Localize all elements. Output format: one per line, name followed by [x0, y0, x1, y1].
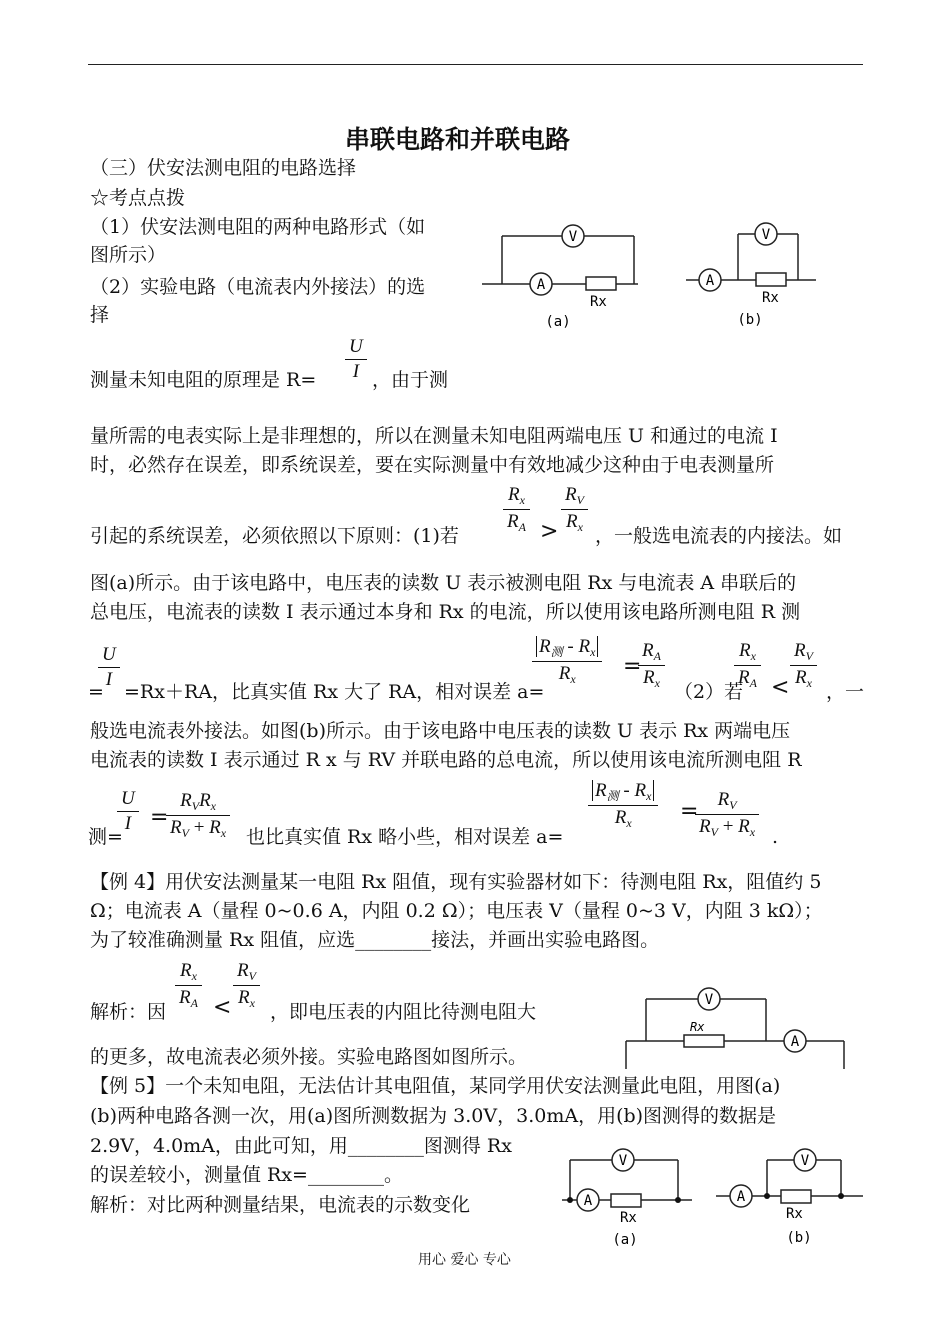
principle-text: 测量未知电阻的原理是 R= — [90, 369, 317, 391]
example4-line1: 【例 4】用伏安法测量某一电阻 Rx 阻值，现有实验器材如下：待测电阻 Rx，阻值约 5 — [90, 871, 822, 893]
example5-line2: (b)两种电路各测一次，用(a)图所测数据为 3.0V，3.0mA，用(b)图测得的数据是 — [90, 1105, 777, 1127]
body-para6-text: 也比真实值 Rx 略小些，相对误差 a= — [246, 826, 564, 848]
ammeter-c-label: A — [790, 1034, 800, 1050]
example4-answer-line2: 的更多，故电流表必须外接。实验电路图如图所示。 — [90, 1046, 528, 1068]
example4-line3: 为了较准确测量 Rx 阻值，应选________接法，并画出实验电路图。 — [90, 929, 660, 951]
body-para2-tail: ，一般选电流表的内接法。如 — [595, 525, 843, 547]
caption-b: (b) — [737, 312, 763, 328]
caption-a-2: (a) — [612, 1232, 638, 1248]
greater-than-sign: > — [540, 519, 559, 544]
caption-b-2: (b) — [786, 1230, 812, 1246]
equals-sign-2: = — [623, 654, 642, 679]
section-heading: （三）伏安法测电阻的电路选择 — [90, 157, 357, 179]
caption-a: (a) — [545, 314, 571, 330]
fraction-relative-error-b: $R_测 - R_x$ $R_x$ — [588, 780, 658, 831]
voltmeter-b-label: V — [761, 227, 771, 243]
fraction-rv-over-rx-3: $\frac{R_V}{R_x}$ — [233, 960, 260, 1011]
page-footer: 用心 爱心 专心 — [418, 1252, 511, 1268]
item2-line1: （2）实验电路（电流表内外接法）的选 — [90, 276, 426, 298]
fraction-rv-over-rx-2: $\frac{R_V}{R_x}$ — [790, 640, 817, 691]
fraction-rv-over-rx: $\frac{R_V}{R_x}$ — [561, 484, 588, 535]
example4-answer-tail: ，即电压表的内阻比待测电阻大 — [270, 1001, 537, 1023]
fraction-parallel-resistance: $R_VR_x$ $R_V + R_x$ — [166, 790, 230, 841]
body-para1-line1: 量所需的电表实际上是非理想的，所以在测量未知电阻两端电压 U 和通过的电流 I — [90, 425, 778, 447]
voltmeter-d-label: V — [618, 1153, 628, 1169]
item2-line2: 择 — [90, 304, 110, 326]
less-than-sign: < — [771, 675, 790, 700]
figure-solution-circuit — [620, 985, 855, 1070]
ammeter-d-label: A — [583, 1193, 593, 1209]
voltmeter-c-label: V — [704, 992, 714, 1008]
body-para4-end: ，一 — [826, 681, 865, 703]
page-title: 串联电路和并联电路 — [345, 125, 571, 154]
resistor-e-label: Rx — [786, 1206, 803, 1222]
fraction-rx-over-ra-2: $\frac{R_x}{R_A}$ — [734, 640, 761, 691]
body-para5-line1: 般选电流表外接法。如图(b)所示。由于该电路中电压表的读数 U 表示 Rx 两端电压 — [90, 720, 791, 742]
header-rule — [88, 64, 863, 65]
figure-circuits-ab — [478, 214, 828, 334]
item1-line2: 图所示） — [90, 244, 167, 266]
resistor-d-label: Rx — [620, 1210, 637, 1226]
figure-circuits-ab-2 — [558, 1140, 873, 1255]
less-than-sign-2: < — [213, 995, 232, 1020]
fraction-rv-over-sum: $\frac{R_V}{R_V + R_x}$ — [695, 789, 759, 840]
fraction-u-over-i: $\frac{U}{I}$ — [345, 336, 367, 383]
fraction-ra-over-rx: $\frac{R_A}{R_x}$ — [638, 640, 665, 691]
example4-line2: Ω；电流表 A（量程 0~0.6 A，内阻 0.2 Ω）；电压表 V（量程 0~3 V，内阻 3 kΩ）； — [90, 900, 823, 922]
body-para4-text: =Rx＋RA，比真实值 Rx 大了 RA，相对误差 a= — [124, 681, 545, 703]
body-para2-text: 引起的系统误差，必须依照以下原则：(1)若 — [90, 525, 459, 547]
tip-heading: ☆考点点拨 — [90, 187, 186, 209]
equals-sign-3: = — [150, 805, 169, 830]
equals-sign-1: = — [88, 681, 104, 703]
example5-line3: 2.9V，4.0mA，由此可知，用________图测得 Rx — [90, 1135, 512, 1157]
fraction-relative-error-a: $R_测 - R_x$ $R_x$ — [532, 636, 602, 687]
item1-line1: （1）伏安法测电阻的两种电路形式（如 — [90, 216, 426, 238]
example5-line4: 的误差较小，测量值 Rx=________。 — [90, 1164, 403, 1186]
body-para5-line2: 电流表的读数 I 表示通过 R x 与 RV 并联电路的总电流，所以使用该电流所测电阻 R — [90, 749, 802, 771]
principle-text-tail: ，由于测 — [372, 369, 449, 391]
example4-answer: 解析：因 — [90, 1001, 167, 1023]
example5-line1: 【例 5】一个未知电阻，无法估计其电阻值，某同学用伏安法测量此电阻，用图(a) — [90, 1075, 781, 1097]
fraction-u-over-i-2: $\frac{U}{I}$ — [98, 644, 120, 691]
voltmeter-e-label: V — [800, 1153, 810, 1169]
ammeter-a-label: A — [536, 277, 546, 293]
fraction-u-over-i-3: $\frac{U}{I}$ — [117, 788, 139, 835]
body-para6-end: . — [772, 826, 779, 848]
body-para4-rule2: （2）若 — [674, 681, 744, 703]
ammeter-e-label: A — [736, 1189, 746, 1205]
equals-sign-4: = — [680, 799, 699, 824]
body-para3-line2: 总电压，电流表的读数 I 表示通过本身和 Rx 的电流，所以使用该电路所测电阻 R 测 — [90, 601, 801, 623]
body-para3-line1: 图(a)所示。由于该电路中，电压表的读数 U 表示被测电阻 Rx 与电流表 A 串联后的 — [90, 572, 797, 594]
resistor-c-label: Rx — [690, 1020, 705, 1034]
fraction-rx-over-ra: $\frac{R_x}{R_A}$ — [503, 484, 530, 535]
resistor-a-label: Rx — [590, 294, 607, 310]
body-para1-line2: 时，必然存在误差，即系统误差，要在实际测量中有效地减少这种由于电表测量所 — [90, 454, 775, 476]
ammeter-b-label: A — [705, 273, 715, 289]
example5-line5: 解析：对比两种测量结果，电流表的示数变化 — [90, 1194, 471, 1216]
fraction-rx-over-ra-3: $\frac{R_x}{R_A}$ — [175, 960, 202, 1011]
measured-label: 测= — [88, 826, 123, 848]
voltmeter-a-label: V — [568, 229, 578, 245]
resistor-b-label: Rx — [762, 290, 779, 306]
